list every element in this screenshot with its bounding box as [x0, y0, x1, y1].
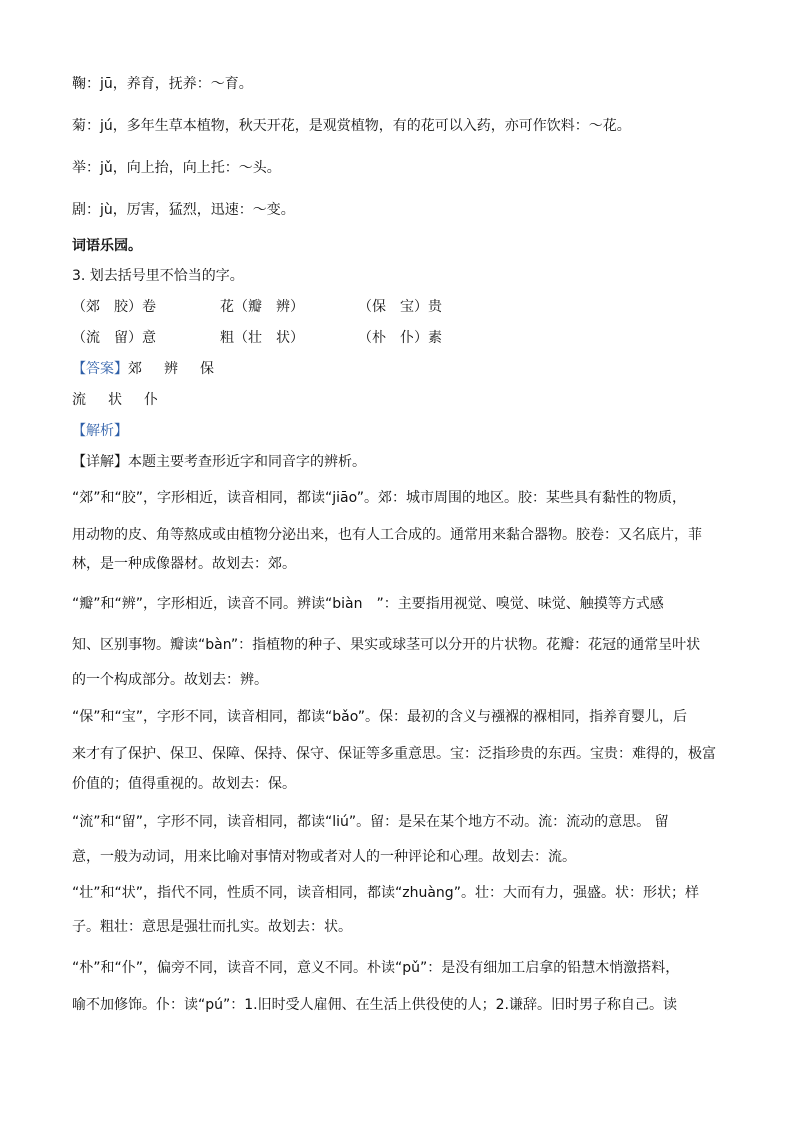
paragraph-line: “瓣”和“辨”，字形相近，读音不同。辨读“biàn ”：主要指用视觉、嗅觉、味觉、触摸等方式感 — [72, 596, 664, 612]
definition-line: 剧：jù，厉害，猛烈，迅速：～变。 — [72, 202, 295, 218]
question-row — [72, 328, 722, 348]
answer-row — [72, 390, 722, 410]
detail-label: 【详解】 — [72, 454, 128, 470]
answer-item: 仆 — [144, 392, 158, 408]
paragraph-line: “流”和“留”，字形不同，读音相同，都读“liú”。留：是呆在某个地方不动。流：流动的意思。 留 — [72, 814, 669, 830]
answer-row — [72, 359, 722, 379]
question-item: 粗（壮 状） — [220, 330, 304, 346]
detail-line — [72, 452, 722, 472]
definition-line: 鞠：jū，养育，抚养：～育。 — [72, 76, 253, 92]
paragraph-line: 的一个构成部分。故划去：辨。 — [72, 672, 268, 688]
paragraph-line: “壮”和“状”，指代不同，性质不同，读音相同，都读“zhuàng”。壮：大而有力，强盛。状：形状；样 — [72, 885, 699, 901]
answer-item: 保 — [200, 361, 214, 377]
paragraph-line: 知、区别事物。瓣读“bàn”：指植物的种子、果实或球茎可以分开的片状物。花瓣：花冠的通常呈叶状 — [72, 637, 701, 653]
paragraph-line: “郊”和“胶”，字形相近，读音相同，都读“jiāo”。郊：城市周围的地区。胶：某些具有黏性的物质， — [72, 490, 686, 506]
definition-line: 举：jǔ，向上抬，向上托：～头。 — [72, 160, 281, 176]
section-title: 词语乐园。 — [72, 238, 142, 254]
question-item: 花（瓣 辨） — [220, 299, 304, 315]
paragraph-line: 意，一般为动词，用来比喻对事情对物或者对人的一种评论和心理。故划去：流。 — [72, 849, 576, 865]
paragraph-line: 价值的；值得重视的。故划去：保。 — [72, 776, 296, 792]
paragraph-line: 喻不加修饰。仆：读“pú”：1.旧时受人雇佣、在生活上供役使的人；2.谦辞。旧时男子称自己。读 — [72, 997, 677, 1013]
paragraph-line: “保”和“宝”，字形不同，读音相同，都读“bǎo”。保：最初的含义与襁褓的褓相同，指养育婴儿，后 — [72, 709, 688, 725]
answer-label: 【答案】 — [72, 361, 128, 377]
answer-item: 流 — [72, 392, 86, 408]
paragraph-line: 来才有了保护、保卫、保障、保持、保守、保证等多重意思。宝：泛指珍贵的东西。宝贵：难得的，极富 — [72, 746, 716, 762]
paragraph-line: 用动物的皮、角等熬成或由植物分泌出来，也有人工合成的。通常用来黏合器物。胶卷：又名底片，菲 — [72, 527, 702, 543]
definition-line: 菊：jú，多年生草本植物，秋天开花，是观赏植物，有的花可以入药，亦可作饮料：～花。 — [72, 118, 631, 134]
paragraph-line: “朴”和“仆”，偏旁不同，读音不同，意义不同。朴读“pǔ”：是没有细加工启拿的铅慧木悄激搭料， — [72, 960, 680, 976]
detail-text: 本题主要考查形近字和同音字的辨析。 — [128, 454, 366, 470]
answer-item: 状 — [108, 392, 122, 408]
question-item: （郊 胶）卷 — [72, 299, 156, 315]
paragraph-line: 子。粗壮：意思是强壮而扎实。故划去：状。 — [72, 919, 352, 935]
question-item: （保 宝）贵 — [358, 299, 442, 315]
question-item: （流 留）意 — [72, 330, 156, 346]
question-row — [72, 297, 722, 317]
answer-item: 郊 — [128, 361, 142, 377]
question-text: 3. 划去括号里不恰当的字。 — [72, 268, 244, 284]
question-item: （朴 仆）素 — [358, 330, 442, 346]
answer-item: 辨 — [164, 361, 178, 377]
paragraph-line: 林，是一种成像器材。故划去：郊。 — [72, 556, 296, 572]
analysis-label: 【解析】 — [72, 423, 128, 439]
